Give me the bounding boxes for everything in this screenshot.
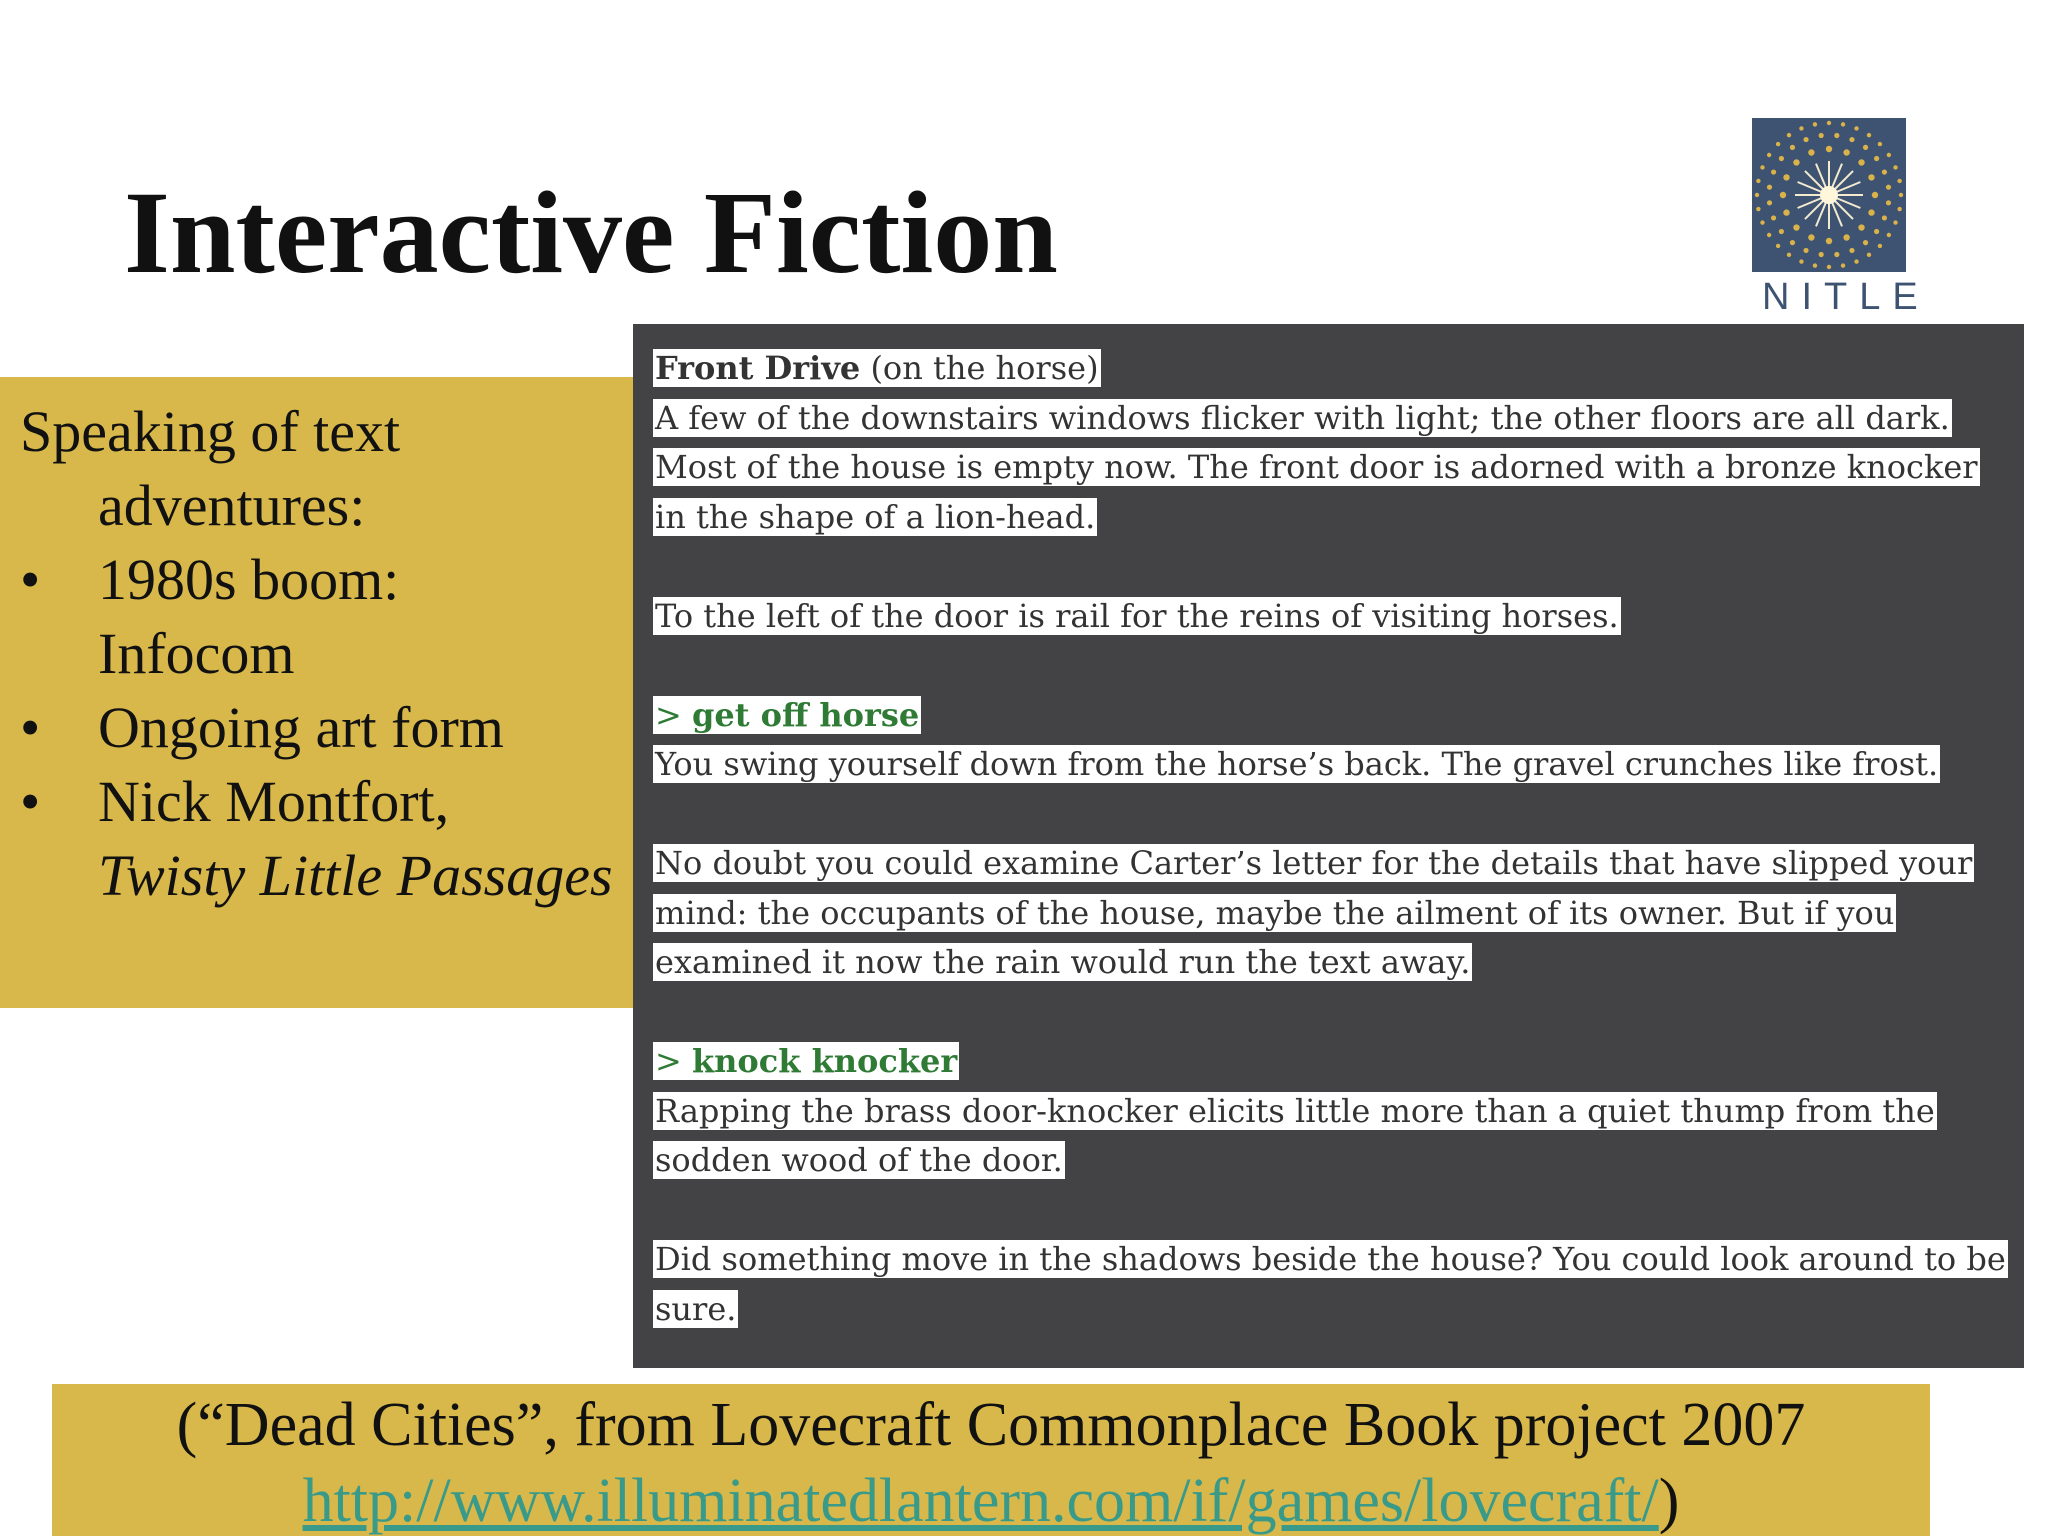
logo-dot	[1783, 174, 1789, 180]
logo-dot	[1826, 146, 1832, 152]
bullet-dot-icon: •	[20, 769, 41, 834]
logo-dot	[1776, 244, 1780, 248]
logo-dot	[1882, 215, 1887, 220]
logo-dot	[1755, 193, 1759, 197]
logo-dot	[1787, 253, 1791, 257]
logo-dot	[1867, 253, 1871, 257]
logo-dot	[1887, 153, 1891, 157]
logo-dot	[1819, 252, 1824, 257]
game-response: No doubt you could examine Carter’s letter for the details that have slipped your mind: the occupants of the house, maybe the ailment of its owner. But if you examined it now the rain would run the text away.	[655, 844, 1973, 981]
bullet-dot-icon: •	[20, 695, 41, 760]
logo-dot	[1803, 248, 1808, 253]
logo-dot	[1756, 207, 1760, 211]
logo-dot	[1886, 200, 1891, 205]
logo-dot	[1767, 185, 1772, 190]
room-detail: To the left of the door is rail for the reins of visiting horses.	[655, 596, 1619, 635]
logo-dot	[1893, 165, 1897, 169]
logo-dot	[1849, 248, 1854, 253]
logo-dot	[1787, 133, 1791, 137]
player-command: > knock knocker	[655, 1042, 958, 1080]
logo-dot	[1863, 240, 1868, 245]
logo-dot	[1790, 145, 1795, 150]
logo-dot	[1849, 137, 1854, 142]
logo-dot	[1808, 149, 1814, 155]
logo-dot	[1776, 142, 1780, 146]
logo-dot	[1760, 220, 1764, 224]
logo-dot	[1874, 156, 1879, 161]
source-link[interactable]: http://www.illuminatedlantern.com/if/games/lovecraft/	[302, 1467, 1659, 1535]
game-transcript-screenshot	[633, 324, 2024, 1368]
logo-dot	[1819, 133, 1824, 138]
logo-dot	[1878, 244, 1882, 248]
logo-dot	[1841, 122, 1845, 126]
logo-dot	[1858, 159, 1864, 165]
book-title: Twisty Little Passages	[98, 843, 613, 908]
logo-dot	[1843, 234, 1849, 240]
logo-dot	[1834, 252, 1839, 257]
logo-dot	[1867, 133, 1871, 137]
logo-dot	[1793, 159, 1799, 165]
logo-dot	[1771, 169, 1776, 174]
intro-line: Speaking of text	[20, 399, 401, 464]
game-response: Did something move in the shadows beside the house? You could look around to be sure.	[655, 1240, 2006, 1328]
logo-dot	[1854, 126, 1858, 130]
logo-dot	[1799, 126, 1803, 130]
logo-dot	[1868, 174, 1874, 180]
logo-dot	[1771, 215, 1776, 220]
logo-dot	[1767, 153, 1771, 157]
starburst-logo-icon	[1752, 118, 1906, 272]
logo-dot	[1834, 133, 1839, 138]
logo-dot	[1767, 200, 1772, 205]
citation-text: (“Dead Cities”, from Lovecraft Commonplace Book project 2007	[176, 1391, 1806, 1459]
logo-dot	[1826, 238, 1832, 244]
logo-dot	[1887, 233, 1891, 237]
logo-dot	[1863, 145, 1868, 150]
logo-dot	[1793, 224, 1799, 230]
logo-dot	[1783, 209, 1789, 215]
logo-dot	[1843, 149, 1849, 155]
logo-dot	[1886, 185, 1891, 190]
citation-box	[52, 1384, 1930, 1536]
nitle-logo	[1752, 118, 1930, 319]
logo-dot	[1799, 259, 1803, 263]
game-response: You swing yourself down from the horse’s back. The gravel crunches like frost.	[655, 745, 1939, 783]
intro-line-continued: adventures:	[98, 473, 366, 538]
summary-panel	[0, 377, 636, 1008]
logo-dot	[1803, 137, 1808, 142]
logo-dot	[1790, 240, 1795, 245]
logo-dot	[1813, 263, 1817, 267]
logo-dot	[1868, 209, 1874, 215]
room-heading: Front Drive (on the horse)	[655, 349, 1099, 387]
logo-dot	[1897, 179, 1901, 183]
logo-dot	[1780, 192, 1786, 198]
player-command: > get off horse	[655, 695, 920, 734]
logo-text: NITLE	[1762, 276, 1930, 318]
bullet-dot-icon: •	[20, 547, 41, 612]
logo-dot	[1767, 233, 1771, 237]
logo-dot	[1827, 121, 1831, 125]
logo-dot	[1760, 165, 1764, 169]
logo-dot	[1882, 169, 1887, 174]
citation-link-line: http://www.illuminatedlantern.com/if/games/lovecraft/)	[302, 1467, 1680, 1535]
game-response: Rapping the brass door-knocker elicits little more than a quiet thump from the sodden wood of the door.	[655, 1091, 1935, 1179]
bullet-item-continued: Infocom	[98, 621, 295, 686]
logo-dot	[1874, 229, 1879, 234]
bullet-item: • Ongoing art form	[20, 691, 630, 765]
logo-dot	[1827, 265, 1831, 269]
logo-dot	[1858, 224, 1864, 230]
bullet-item: • Nick Montfort,	[20, 765, 630, 839]
logo-dot	[1756, 179, 1760, 183]
logo-dot	[1813, 122, 1817, 126]
logo-dot	[1899, 193, 1903, 197]
room-description: A few of the downstairs windows flicker with light; the other floors are all dark. Most of the house is empty now. The front door is adorned with a bronze knocker in the shape of a lion-head.	[655, 398, 1978, 536]
bullet-item: • 1980s boom:	[20, 543, 630, 617]
logo-dot	[1808, 234, 1814, 240]
slide-title: Interactive Fiction	[124, 167, 1058, 298]
logo-dot	[1779, 156, 1784, 161]
logo-dot	[1893, 220, 1897, 224]
logo-dot	[1779, 229, 1784, 234]
logo-dot	[1841, 263, 1845, 267]
logo-dot	[1897, 207, 1901, 211]
logo-dot	[1854, 259, 1858, 263]
logo-dot	[1872, 192, 1878, 198]
logo-core	[1820, 186, 1838, 204]
logo-dot	[1878, 142, 1882, 146]
